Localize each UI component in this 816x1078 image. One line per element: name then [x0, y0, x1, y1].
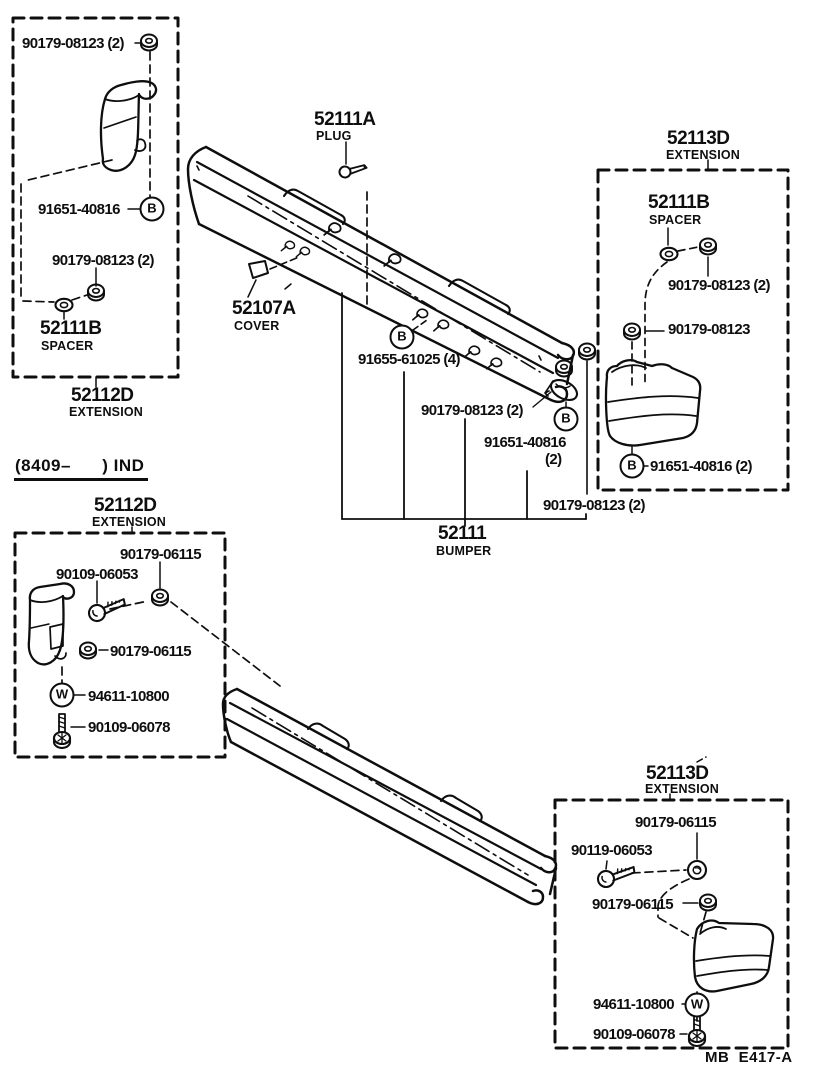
bolt-symbol-circle-end: B	[554, 407, 579, 432]
label-cover-code: 52107A	[232, 298, 296, 319]
label-tl-box-code: 52112D	[71, 385, 134, 406]
label-bl-box-name: EXTENSION	[92, 515, 167, 529]
label-tr-nut-single: 90179-08123	[668, 321, 750, 338]
label-tr-bolt: 91651-40816 (2)	[650, 458, 752, 475]
label-tl-box-name: EXTENSION	[69, 405, 144, 419]
label-cover-name: COVER	[234, 319, 280, 333]
washer-symbol-circle-bl: W	[50, 683, 75, 708]
label-bumper-name: BUMPER	[436, 544, 492, 558]
label-tl-spacer-name: SPACER	[41, 339, 94, 353]
label-bumper-code: 52111	[438, 523, 487, 544]
label-bl-screw: 90109-06078	[88, 719, 170, 736]
lower-bumper-drawing	[223, 689, 556, 904]
label-tr-spacer-code: 52111B	[648, 192, 710, 213]
label-bl-nut-lower: 90179-06115	[110, 643, 191, 660]
label-plug-code: 52111A	[314, 109, 376, 130]
bolt-symbol-circle-tr: B	[620, 454, 645, 479]
label-bumper-end-bolt-qty: (2)	[545, 451, 562, 468]
label-br-screw: 90109-06078	[593, 1026, 675, 1043]
label-tr-spacer-name: SPACER	[649, 213, 702, 227]
bolt-symbol-circle-tl: B	[140, 197, 165, 222]
label-bumper-bolt-set: 91655-61025 (4)	[358, 351, 460, 368]
label-tl-bolt: 91651-40816	[38, 201, 120, 218]
label-bl-nut-top: 90179-06115	[120, 546, 201, 563]
production-note: (8409– ) IND	[14, 456, 148, 481]
label-br-bolt: 90119-06053	[571, 842, 652, 859]
label-tr-box-code: 52113D	[667, 128, 730, 149]
label-br-washer: 94611-10800	[593, 996, 674, 1013]
label-plug-name: PLUG	[316, 129, 352, 143]
label-bumper-bracket-nut: 90179-08123 (2)	[421, 402, 523, 419]
bottom-right-corner-extension-drawing	[694, 921, 773, 992]
top-right-corner-extension-drawing	[606, 360, 700, 445]
top-left-bracket-drawing	[101, 81, 156, 171]
label-bumper-end-nut: 90179-08123 (2)	[543, 497, 645, 514]
label-tl-spacer-code: 52111B	[40, 318, 102, 339]
washer-symbol-circle-br: W	[685, 993, 710, 1018]
label-tl-nut-top: 90179-08123 (2)	[22, 35, 124, 52]
label-br-nut-top: 90179-06115	[635, 814, 716, 831]
label-tl-nut-pair: 90179-08123 (2)	[52, 252, 154, 269]
bottom-right-fasteners	[597, 861, 716, 1046]
top-left-fasteners	[56, 35, 158, 312]
page-footer-code: MB E417-A	[705, 1049, 793, 1066]
label-bl-box-code: 52112D	[94, 495, 157, 516]
label-br-box-code: 52113D	[646, 763, 709, 784]
bottom-left-bracket-drawing	[29, 583, 74, 664]
label-bumper-end-bolt: 91651-40816	[484, 434, 566, 451]
label-bl-washer: 94611-10800	[88, 688, 169, 705]
label-br-box-name: EXTENSION	[645, 782, 720, 796]
bolt-symbol-circle-mid: B	[390, 325, 415, 350]
label-bl-bolt: 90109-06053	[56, 566, 138, 583]
label-br-nut-lower: 90179-06115	[592, 896, 673, 913]
label-tr-box-name: EXTENSION	[666, 148, 741, 162]
label-tr-nut-pair: 90179-08123 (2)	[668, 277, 770, 294]
